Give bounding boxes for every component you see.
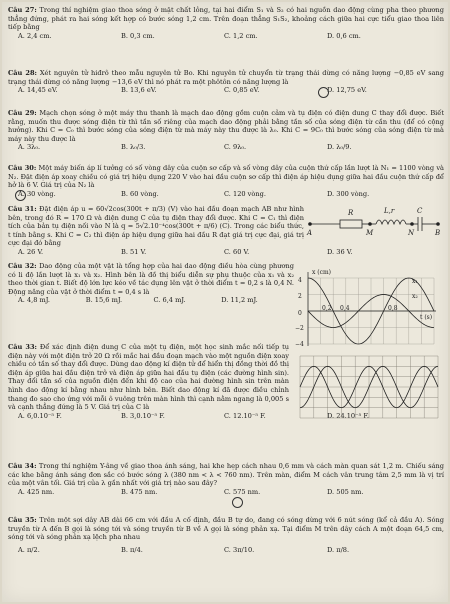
option-c[interactable]: C. 0,85 eV. bbox=[224, 86, 260, 95]
option-d[interactable]: D. λ₀/9. bbox=[327, 143, 352, 152]
option-c[interactable]: C. 3π/10. bbox=[224, 545, 255, 554]
resistor-r bbox=[340, 220, 362, 228]
inductor-label: L,r bbox=[384, 207, 395, 215]
option-c[interactable]: C. 120 vòng. bbox=[224, 189, 266, 198]
exam-page bbox=[2, 2, 448, 602]
option-b[interactable]: B. 60 vòng. bbox=[121, 189, 159, 198]
question-stem: Xét nguyên tử hiđrô theo mẫu nguyên tử Bo. Khi nguyên tử chuyển từ trạng thái dừng có năng lượng −0,85 eV sang trạng thái dừng có năng lượng −13,6 eV thì nó phát ra một phôtôn có năng lượng là bbox=[8, 69, 444, 86]
x-axis-title: t (s) bbox=[420, 314, 433, 321]
option-d[interactable]: D. 24.10⁻⁵ F. bbox=[327, 411, 369, 420]
option-d[interactable]: D. 12,75 eV. bbox=[327, 86, 367, 95]
y-tick-label: −2 bbox=[295, 325, 304, 332]
option-a[interactable]: A. π/2. bbox=[18, 545, 40, 554]
y-axis-title: x (cm) bbox=[312, 269, 332, 276]
node-a-label: A bbox=[307, 229, 313, 236]
option-d[interactable]: D. 505 nm. bbox=[327, 487, 364, 496]
question-stem: Một máy biến áp lí tưởng có số vòng dây của cuộn sơ cấp và số vòng dây của cuộn thứ cấp lần lượt là N₁ = 1100 vòng và N₂. Đặt điện áp xoay chiều có giá trị hiệu dụng 220 V vào hai đầu cuộn sơ cấp thì điện áp hiệu dụng giữa hai đầu cuộn thứ cấp để hở là 6 V. Giá trị của N₂ là bbox=[8, 164, 444, 190]
question-stem: Trên một sợi dây AB dài 66 cm với đầu A cố định, đầu B tự do, đang có sóng dừng với 6 nút sóng (kể cả đầu A). Sóng truyền từ A đến B gọi là sóng tới và sóng truyền từ B về A gọi là sóng phản xạ. Tại điểm M trên dây cách A một đoạn 64,5 cm, sóng tới và sóng phản xạ lệch pha nhau bbox=[8, 516, 444, 542]
question-35 bbox=[8, 516, 444, 554]
option-b[interactable]: B. 0,3 cm. bbox=[121, 31, 155, 40]
option-c[interactable]: C. 1,2 cm. bbox=[224, 31, 258, 40]
question-stem: Trong thí nghiệm giao thoa sóng ở mặt chất lỏng, tại hai điểm S₁ và S₂ có hai nguồn dao động cùng pha theo phương thẳng đứng, phát ra hai sóng kết hợp có bước sóng 1,2 cm. Trên đoạn thẳng S₁S₂, khoảng cách giữa hai cực tiểu giao thoa liên tiếp bằng bbox=[8, 6, 444, 32]
answer-circle-mark bbox=[232, 497, 243, 508]
option-d[interactable]: D. 11,2 mJ. bbox=[221, 296, 258, 305]
question-label: Câu 30: bbox=[8, 164, 37, 172]
option-row bbox=[8, 86, 444, 95]
node-b-label: B bbox=[435, 229, 441, 236]
option-row bbox=[8, 190, 444, 199]
capacitor-label: C bbox=[417, 207, 423, 215]
x-tick-label: 0,2 bbox=[322, 305, 332, 312]
question-27 bbox=[8, 6, 444, 40]
option-row bbox=[8, 32, 444, 41]
inductor-coil bbox=[376, 220, 406, 224]
question-label: Câu 35: bbox=[8, 516, 37, 524]
resistor-label: R bbox=[348, 209, 354, 217]
question-label: Câu 31: bbox=[8, 205, 37, 213]
y-tick-label: 0 bbox=[298, 310, 302, 317]
option-a[interactable]: A. 26 V. bbox=[18, 247, 44, 256]
option-c[interactable]: C. 12.10⁻⁵ F. bbox=[224, 411, 266, 420]
question-stem: Để xác định điện dung C của một tụ điện, một học sinh mắc nối tiếp tụ điện này với một điện trở 20 Ω rồi mắc hai đầu đoạn mạch vào một nguồn điện xoay chiều có tần số thay đổi được. Dùng dao động kí điện tử để hiển thị đồng thời đồ thị điện áp giữa hai đầu điện trở và điện áp giữa hai đầu tụ điện (các đường hình sin). Thay đổi tần số của nguồn điện đến khi độ cao của hai đường hình sin trên màn hình dao động kí bằng nhau như hình bên. Biết dao động kí đã được điều chỉnh thang đo sao cho ứng với mỗi ô vuông trên màn hình thì cạnh nằm ngang là 0,005 s và cạnh thẳng đứng là 5 V. Giá trị của C là bbox=[8, 343, 289, 412]
option-b[interactable]: B. 475 nm. bbox=[121, 487, 158, 496]
question-stem: Trong thí nghiệm Y-âng về giao thoa ánh sáng, hai khe hẹp cách nhau 0,6 mm và cách màn quan sát 1,2 m. Chiếu sáng các khe bằng ánh sáng đơn sắc có bước sóng λ (380 nm < λ < 760 nm). Trên màn, điểm M cách vân trung tâm 2,5 mm là vị trí của một vân tối. Giá trị của λ gần nhất với giá trị nào sau đây? bbox=[8, 462, 444, 488]
question-label: Câu 28: bbox=[8, 69, 37, 77]
option-b[interactable]: B. λ₀/3. bbox=[121, 143, 146, 152]
answer-circle-mark bbox=[318, 87, 329, 98]
y-tick-label: 4 bbox=[298, 277, 302, 284]
x-tick-label: 0,4 bbox=[340, 305, 350, 312]
option-a[interactable]: A. 3λ₀. bbox=[18, 143, 41, 152]
option-b[interactable]: B. π/4. bbox=[121, 545, 143, 554]
answer-circle-mark bbox=[15, 190, 26, 201]
series-x2-label: x₂ bbox=[412, 293, 418, 300]
option-a[interactable]: A. 4,8 mJ. bbox=[18, 296, 51, 305]
oscilloscope-screen bbox=[298, 354, 440, 420]
option-d[interactable]: D. 300 vòng. bbox=[327, 189, 370, 198]
option-c[interactable]: C. 6,4 mJ. bbox=[153, 296, 186, 305]
question-label: Câu 32: bbox=[8, 262, 37, 270]
option-c[interactable]: C. 575 nm. bbox=[224, 487, 261, 496]
option-d[interactable]: D. 36 V. bbox=[327, 247, 353, 256]
option-row bbox=[8, 143, 444, 152]
x-tick-label: 0,8 bbox=[388, 305, 398, 312]
question-label: Câu 29: bbox=[8, 109, 37, 117]
option-a[interactable]: A. 14,45 eV. bbox=[18, 86, 58, 95]
oscillation-graph bbox=[294, 268, 442, 350]
option-a[interactable]: A. 425 nm. bbox=[18, 487, 55, 496]
node-m-label: M bbox=[366, 229, 374, 236]
series-x1-label: x₁ bbox=[412, 278, 418, 285]
question-label: Câu 27: bbox=[8, 6, 37, 14]
option-d[interactable]: D. 0,6 cm. bbox=[327, 31, 361, 40]
question-stem: Mạch chọn sóng ở một máy thu thanh là mạch dao động gồm cuộn cảm và tụ điện có điện dung C thay đổi được. Biết rằng, muốn thu được sóng điện từ thì tần số riêng của mạch dao động phải bằng tần số của sóng điện từ cần thu (để có cộng hưởng). Khi C = C₀ thì bước sóng của sóng điện từ mà máy này thu được là λ₀. Khi C = 9C₀ thì bước sóng của sóng điện từ mà máy này thu được là bbox=[8, 109, 444, 143]
y-tick-label: −4 bbox=[295, 341, 304, 348]
question-28 bbox=[8, 69, 444, 95]
question-stem: Dao động của một vật là tổng hợp của hai dao động điều hòa cùng phương có li độ lần lượt là x₁ và x₂. Hình bên là đồ thị biểu diễn sự phụ thuộc của x₁ và x₂ theo thời gian t. Biết độ lớn lực kéo về tác dụng lên vật ở thời điểm t = 0,2 s là 0,4 N. Động năng của vật ở thời điểm t = 0,4 s là bbox=[8, 262, 294, 296]
option-c[interactable]: C. 60 V. bbox=[224, 247, 250, 256]
option-b[interactable]: B. 13,6 eV. bbox=[121, 86, 157, 95]
question-30 bbox=[8, 164, 444, 198]
question-label: Câu 34: bbox=[8, 462, 37, 470]
option-a[interactable]: A. 6,0.10⁻⁵ F. bbox=[18, 411, 62, 420]
y-tick-label: 2 bbox=[298, 293, 302, 300]
option-row bbox=[8, 546, 444, 555]
option-b[interactable]: B. 51 V. bbox=[121, 247, 147, 256]
question-label: Câu 33: bbox=[8, 343, 37, 351]
option-c[interactable]: C. 9λ₀. bbox=[224, 143, 247, 152]
option-a[interactable]: A. 2,4 cm. bbox=[18, 31, 52, 40]
option-b[interactable]: B. 3,0.10⁻⁵ F. bbox=[121, 411, 165, 420]
question-stem: Đặt điện áp u = 60√2cos(300t + π/3) (V) vào hai đầu đoạn mạch AB như hình bên, trong đó R = 170 Ω và điện dung C của tụ điện thay đổi được. Khi C = C₁ thì điện tích của bản tụ điện nối vào N là q = 5√2.10⁻⁴cos(300t + π/6) (C). Trong các biểu thức, t tính bằng s. Khi C = C₂ thì điện áp hiệu dụng giữa hai đầu R đạt giá trị cực đại, giá trị cực đại đó bằng bbox=[8, 205, 304, 248]
question-34 bbox=[8, 462, 444, 496]
question-29 bbox=[8, 109, 444, 152]
option-a[interactable]: A. 30 vòng. bbox=[18, 189, 56, 198]
circuit-diagram bbox=[304, 200, 444, 236]
option-row bbox=[8, 248, 444, 257]
option-b[interactable]: B. 15,6 mJ. bbox=[85, 296, 123, 305]
option-row bbox=[8, 488, 444, 497]
node-n-label: N bbox=[408, 229, 415, 236]
option-d[interactable]: D. π/8. bbox=[327, 545, 350, 554]
